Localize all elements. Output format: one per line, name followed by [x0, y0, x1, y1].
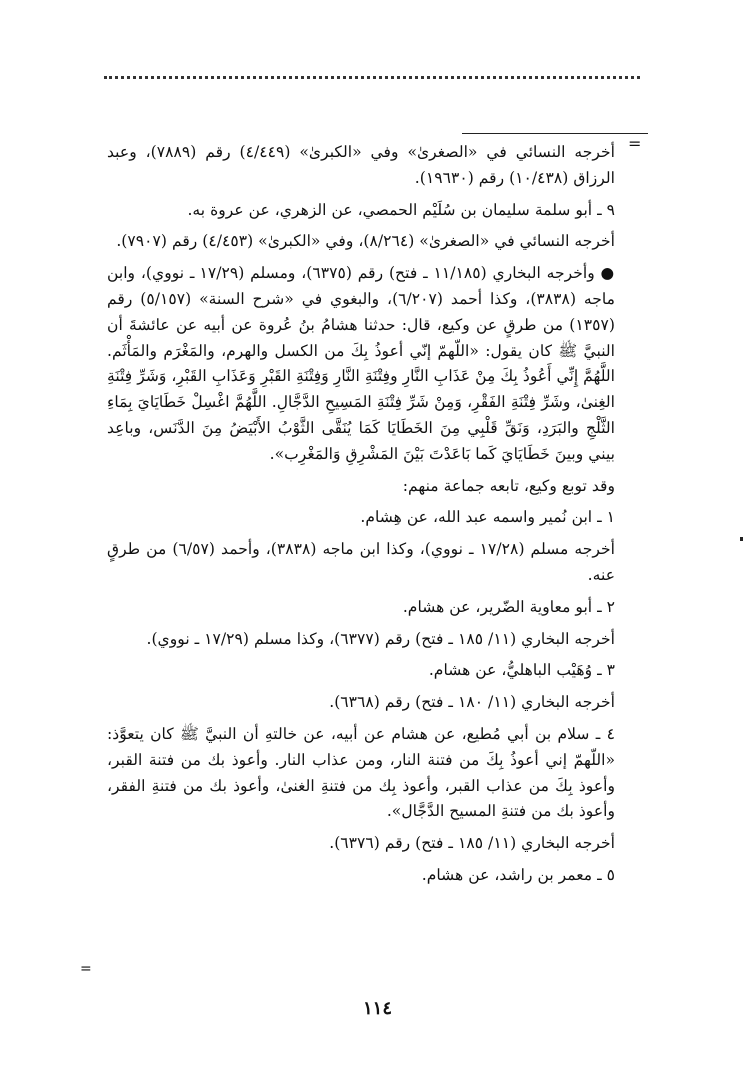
paragraph-11: أخرجه البخاري (١١/ ١٨٠ ـ فتح) رقم (٦٣٦٨).: [329, 693, 615, 712]
paragraph-5: وقد توبع وكيع، تابعه جماعة منهم:: [402, 476, 615, 495]
paragraph-10: ٣ ـ وُهَيْب الباهليُّ، عن هشام.: [428, 661, 615, 680]
paragraph-13: أخرجه البخاري (١١/ ١٨٥ ـ فتح) رقم (٦٣٧٦).: [329, 834, 615, 853]
paragraph-8: ٢ ـ أبو معاوية الضّرير، عن هشام.: [402, 597, 615, 616]
header-dotted-rule: [104, 76, 640, 79]
continuation-mark-bottom: =: [80, 961, 92, 977]
paragraph-2: ٩ ـ أبو سلمة سليمان بن سُلَيْم الحمصي، عن الزهري، عن عروة به.: [187, 200, 615, 219]
paragraph-3: أخرجه النسائي في «الصغرىٰ» (٨/٢٦٤)، وفي «الكبرىٰ» (٤/٤٥٣) رقم (٧٩٠٧).: [116, 232, 615, 251]
paragraph-9: أخرجه البخاري (١١/ ١٨٥ ـ فتح) رقم (٦٣٧٧)، وكذا مسلم (١٧/٢٩ ـ نووي).: [146, 629, 615, 648]
footnote-body: [107, 140, 615, 895]
paragraph-7: أخرجه مسلم (١٧/٢٨ ـ نووي)، وكذا ابن ماجه (٣٨٣٨)، وأحمد (٦/٥٧) من طرقٍ عنه.: [107, 540, 615, 584]
paragraph-1: أخرجه النسائي في «الصغرىٰ» وفي «الكبرىٰ» (٤/٤٤٩) رقم (٧٨٨٩)، وعبد الرزاق (١٠/٤٣٨) رقم (١٩٦٣٠).: [107, 143, 615, 187]
page-number: ١١٤: [362, 998, 392, 1019]
margin-speck: [740, 537, 743, 541]
footnote-separator-rule: [462, 133, 648, 134]
paragraph-14: ٥ ـ معمر بن راشد، عن هشام.: [421, 865, 615, 884]
paragraph-4-hadith: ● وأخرجه البخاري (١١/١٨٥ ـ فتح) رقم (٦٣٧٥)، ومسلم (١٧/٢٩ ـ نووي)، وابن ماجه (٣٨٣٨)، وكذا أحمد (٦/٢٠٧)، والبغوي في «شرح السنة» (٥/١٥٧) رقم (١٣٥٧) من طرقٍ عن وكيع، قال: حدثنا هشامُ بنُ عُروة عن أبيه عن عائشةَ أن النبيَّ ﷺ كان يقول: «اللّهمّ إنّي أعوذُ بِكَ من الكسل والهرم، والمَغْرَم والمَأْثَم. اللَّهُمَّ إِنِّي أَعُوذُ بِكَ مِنْ عَذَابِ النَّارِ وفِتْنَةِ النَّارِ وَفِتْنَةِ القَبْرِ وَعَذَابِ القَبْرِ، وَشَرِّ فِتْنَةِ الغِنىٰ، وشَرِّ فِتْنَةِ الفَقْرِ، وَمِنْ شَرِّ فِتْنَةِ المَسِيحِ الدَّجَّالِ. اللَّهُمَّ اغْسِلْ خَطَايَايَ بِمَاءِ الثَّلْجِ والبَرَدِ، وَنَقِّ قَلْبِي مِنَ الخَطَايَا كَمَا يُنَقَّى الثَّوْبُ الأَبْيَضُ مِنَ الدَّنَس، وباعِد بيني وبينَ خَطَايَايَ كَما بَاعَدْتَ بَيْنَ المَشْرِقِ وَالمَغْرِب».: [107, 264, 616, 463]
continuation-mark-top: =: [628, 134, 642, 153]
paragraph-6: ١ ـ ابن نُمير واسمه عبد الله، عن هِشام.: [360, 508, 615, 527]
paragraph-12: ٤ ـ سلام بن أبي مُطيع، عن هشام عن أبيه، عن خالتهِ أن النبيَّ ﷺ كان يتعوَّذ: «اللّهمّ إني أعوذُ بِكَ من فتنة النار، ومن عذاب النار. وأعوذ بك من فتنة القبر، وأعوذ بِكَ من عذاب القبر، وأعوذ بِك من فتنةِ الغنىٰ، وأعوذ بك من فتنةِ الفقر، وأعوذ بك من فتنةِ المسيح الدَّجَّال».: [107, 724, 615, 821]
